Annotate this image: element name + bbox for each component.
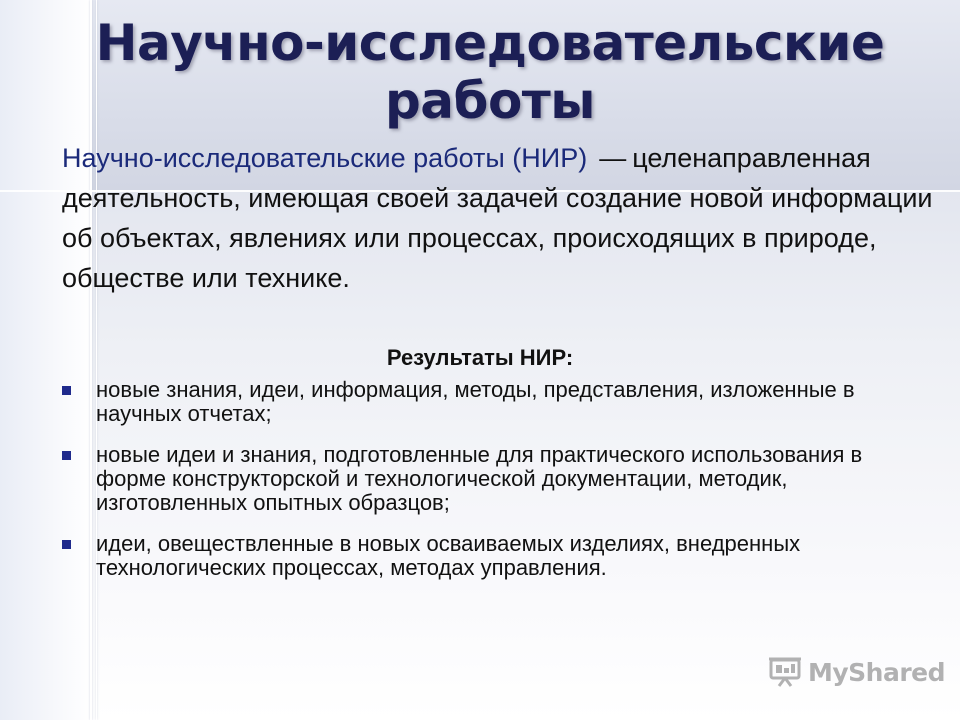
definition-text: целенаправленная деятельность, имеющая своей задачей создание новой информации об объектах, явлениях или процессах, происходящих в природе, обществе или технике. — [62, 143, 933, 293]
slide-title — [60, 14, 920, 130]
watermark-logo — [768, 656, 945, 688]
results-item-text: новые знания, идеи, информация, методы, представления, изложенные в научных отчетах; — [96, 377, 855, 426]
results-list — [58, 378, 938, 597]
results-list-item — [58, 378, 938, 426]
slide-title-line2: работы — [385, 72, 595, 130]
results-list-item — [58, 532, 938, 580]
results-heading: Результаты НИР: — [386, 345, 574, 370]
results-item-text: новые идеи и знания, подготовленные для практического использования в форме конструкторской и технологической документации, методик, изготовленных опытных образцов; — [96, 442, 863, 515]
watermark-brand-text: MyShared — [808, 657, 946, 687]
definition-dash: — — [599, 143, 627, 173]
square-bullet-icon — [62, 540, 71, 549]
square-bullet-icon — [62, 451, 71, 460]
results-item-text: идеи, овеществленные в новых осваиваемых изделиях, внедренных технологических процессах, методах управления. — [96, 531, 801, 580]
presentation-board-icon — [768, 656, 802, 688]
definition-paragraph — [62, 138, 952, 298]
definition-term: Научно-исследовательские работы (НИР) — [62, 143, 588, 173]
results-list-item — [58, 443, 938, 515]
square-bullet-icon — [62, 386, 71, 395]
slide-title-line1: Научно-исследовательские — [95, 14, 885, 72]
